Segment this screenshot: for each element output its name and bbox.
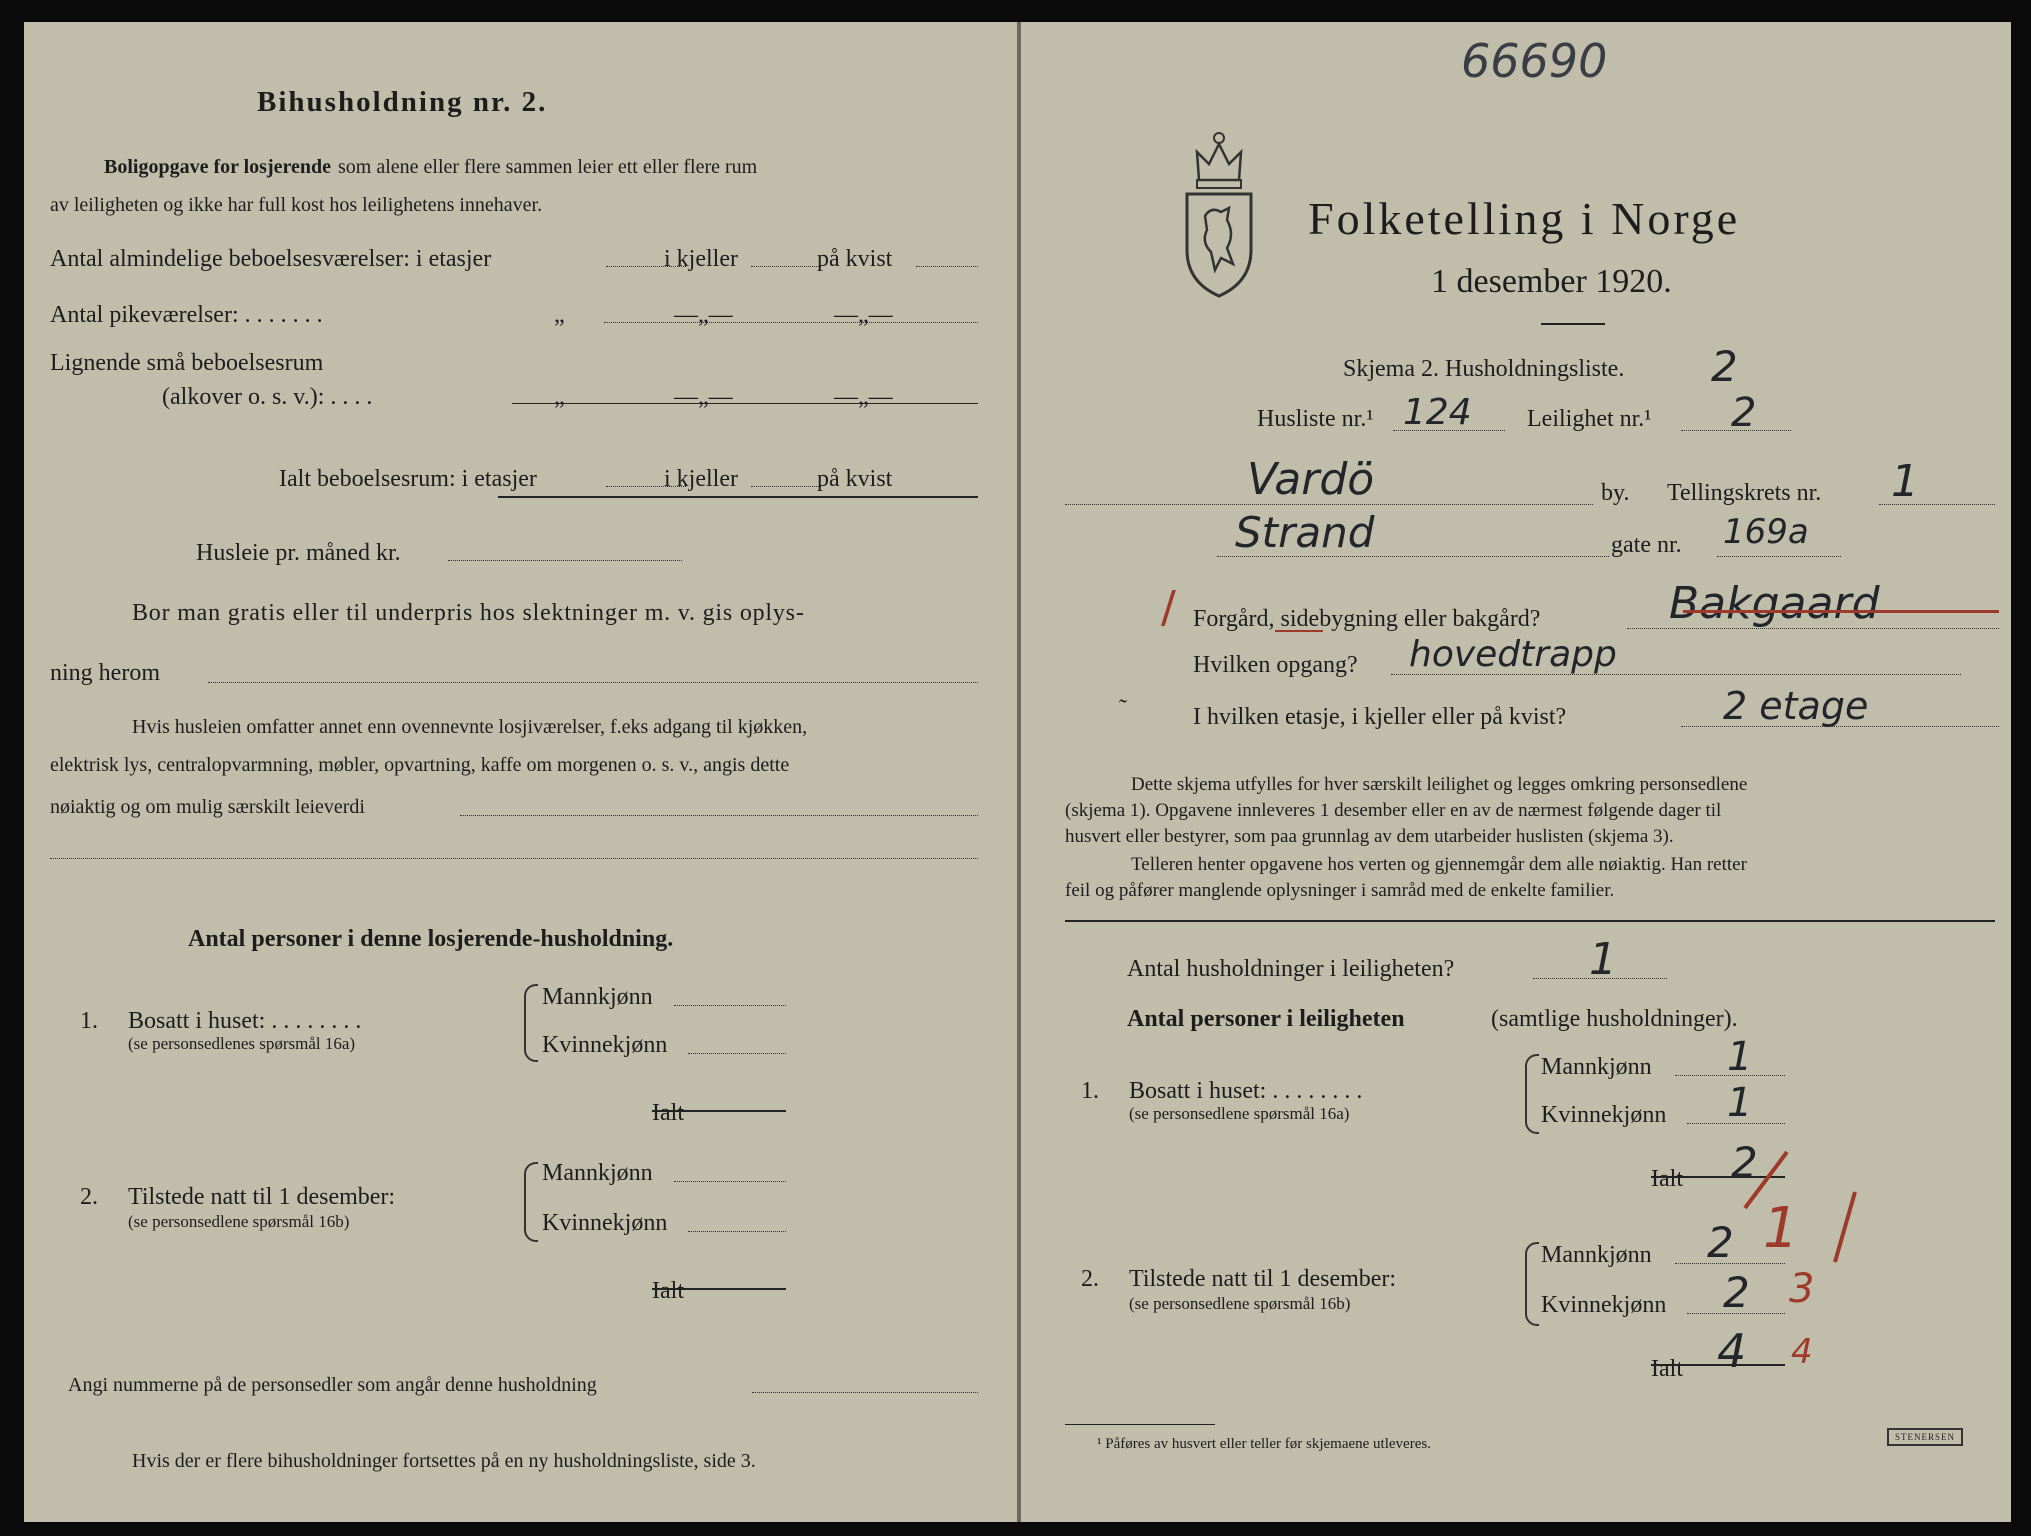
gate-field (1217, 556, 1609, 557)
norway-coat-of-arms-icon (1181, 130, 1257, 302)
gate-nr-field (1717, 556, 1841, 557)
info-line-3: husvert eller bestyrer, som paa grunnlag av dem utarbeider huslisten (skjema 3). (1065, 826, 1674, 847)
leilighet-hw: 2 (1731, 390, 1757, 436)
info-line-2: (skjema 1). Opgavene innleveres 1 desember eller en av de nærmest følgende dager til (1065, 800, 1722, 821)
etasje-hw: 2 etage (1723, 684, 1869, 728)
by-label: by. (1601, 480, 1630, 506)
antal-pers-rest: (samtlige husholdninger). (1491, 1006, 1738, 1032)
r-q2-label: Tilstede natt til 1 desember: (1129, 1266, 1397, 1292)
lignende-ditto-2: —„— (674, 384, 733, 410)
r-q2-mann-red: 1 (1763, 1196, 1799, 1261)
q2-ialt-label: Ialt (652, 1278, 684, 1304)
footnote-rule (1065, 1424, 1215, 1425)
angi-field (752, 1392, 978, 1393)
rooms-kvist-field (916, 266, 978, 267)
r-q2-mann-hw: 2 (1707, 1218, 1734, 1267)
r-q1-number: 1. (1081, 1078, 1099, 1104)
q1-ialt-rule (652, 1110, 786, 1112)
r-q1-kvinne-label: Kvinnekjønn (1541, 1102, 1667, 1128)
r-q2-number: 2. (1081, 1266, 1099, 1292)
forgard-red-mark: / (1161, 582, 1176, 633)
krets-hw: 1 (1891, 456, 1919, 507)
rooms-kjeller-field (751, 266, 821, 267)
r-q1-mann-label: Mannkjønn (1541, 1054, 1652, 1080)
r-q1-label: Bosatt i huset: . . . . . . . . (1129, 1078, 1363, 1104)
lignende-label-1: Lignende små beboelsesrum (50, 350, 324, 376)
r-q2-sub: (se personsedlene spørsmål 16b) (1129, 1294, 1351, 1313)
forgard-red-strike (1683, 610, 1999, 613)
krets-field (1879, 504, 1995, 505)
q2-kvinne-field (688, 1231, 786, 1232)
opgang-label: Hvilken opgang? (1193, 652, 1358, 678)
title-divider (1541, 323, 1605, 325)
forgard-field (1627, 628, 1999, 629)
r-q2-ialt-red: 4 (1791, 1332, 1813, 1372)
etasje-label: I hvilken etasje, i kjeller eller på kvist? (1193, 704, 1567, 730)
hvis-line-3: nøiaktig og om mulig særskilt leieverdi (50, 796, 365, 818)
q2-brace (524, 1162, 538, 1242)
r-q2-kvinne-field (1687, 1313, 1785, 1314)
intro-line-1: som alene eller flere sammen leier ett eller flere rum (338, 156, 758, 178)
forgard-label: Forgård, sidebygning eller bakgård? (1193, 606, 1541, 632)
q1-brace (524, 984, 538, 1062)
rooms-kjeller-label: i kjeller (664, 246, 738, 272)
leilighet-field (1681, 430, 1791, 431)
lignende-field (512, 403, 978, 404)
krets-label: Tellingskrets nr. (1667, 480, 1822, 506)
ialt-kjeller-label: i kjeller (664, 466, 738, 492)
r-q1-kvinne-hw: 1 (1727, 1080, 1753, 1126)
intro-line-2: av leiligheten og ikke har full kost hos leilighetens innehaver. (50, 194, 543, 216)
r-q2-mann-field (1675, 1263, 1785, 1264)
r-q1-ialt-hw: 2 (1731, 1138, 1758, 1187)
hvis-field (460, 815, 978, 816)
husliste-field (1393, 430, 1505, 431)
hvis-line-2: elektrisk lys, centralopvarmning, møbler, opvartning, kaffe om morgenen o. s. v., angis dette (50, 754, 790, 776)
q1-mann-label: Mannkjønn (542, 984, 653, 1010)
bihusholdning-title: Bihusholdning nr. 2. (257, 86, 548, 118)
opgang-hw: hovedtrapp (1409, 634, 1617, 675)
q1-kvinne-label: Kvinnekjønn (542, 1032, 668, 1058)
antal-heading: Antal personer i denne losjerende-husholdning. (188, 926, 674, 952)
q1-number: 1. (80, 1008, 98, 1034)
pike-ditto-3: —„— (834, 302, 893, 328)
r-q1-kvinne-field (1687, 1123, 1785, 1124)
bor-field (208, 682, 978, 683)
printer-mark: STENERSEN (1887, 1428, 1963, 1446)
hvis-line-1: Hvis husleien omfatter annet enn ovennevnte losjiværelser, f.eks adgang til kjøkken, (132, 716, 808, 738)
q1-mann-field (674, 1005, 786, 1006)
by-field (1065, 504, 1593, 505)
q1-kvinne-field (688, 1053, 786, 1054)
gate-label: gate nr. (1611, 532, 1682, 558)
gate-nr-hw: 169a (1723, 512, 1809, 552)
intro-bold: Boligopgave for losjerende (104, 156, 332, 178)
r-q2-kvinne-red: 3 (1789, 1266, 1815, 1312)
antal-hush-label: Antal husholdninger i leiligheten? (1127, 956, 1455, 982)
hvis-field-2 (50, 858, 978, 859)
info-line-5: feil og påfører manglende oplysninger i samråd med de enkelte familier. (1065, 880, 1615, 901)
q2-ialt-rule (652, 1288, 786, 1290)
antal-hush-hw: 1 (1589, 934, 1617, 985)
r-q2-ialt-hw: 4 (1717, 1324, 1747, 1378)
q2-sub: (se personsedlene spørsmål 16b) (128, 1212, 350, 1231)
forgard-red-underline (1275, 630, 1323, 632)
lignende-ditto: „ (554, 384, 565, 410)
bor-line-2: ning herom (50, 660, 160, 686)
lignende-ditto-3: —„— (834, 384, 893, 410)
by-hw: Vardö (1247, 454, 1375, 505)
gate-hw: Strand (1235, 508, 1375, 557)
info-line-4: Telleren henter opgavene hos verten og gjennemgår dem alle nøiaktig. Han retter (1131, 854, 1747, 875)
r-q2-kvinne-hw: 2 (1723, 1268, 1750, 1317)
r-q1-brace (1525, 1054, 1539, 1134)
q2-mann-label: Mannkjønn (542, 1160, 653, 1186)
etasje-field (1681, 726, 1999, 727)
stamp-number: 66690 (1461, 34, 1608, 88)
q1-sub: (se personsedlenes spørsmål 16a) (128, 1034, 356, 1053)
pike-field (604, 322, 978, 323)
r-q2-brace (1525, 1242, 1539, 1326)
ialt-kvist-label: på kvist (817, 466, 893, 492)
r-q1-mann-field (1675, 1075, 1785, 1076)
etasje-mark: ˜ (1119, 696, 1127, 722)
ialt-rooms-label: Ialt beboelsesrum: i etasjer (279, 466, 537, 492)
skjema-number-hw: 2 (1711, 342, 1738, 391)
r-q2-mann-label: Mannkjønn (1541, 1242, 1652, 1268)
opgang-field (1391, 674, 1961, 675)
right-page (1021, 22, 2011, 1522)
ialt-kjeller-field (751, 486, 821, 487)
q2-kvinne-label: Kvinnekjønn (542, 1210, 668, 1236)
pike-ditto: „ (554, 302, 565, 328)
husliste-hw: 124 (1403, 392, 1472, 433)
r-q1-sub: (se personsedlene spørsmål 16a) (1129, 1104, 1350, 1123)
husliste-label: Husliste nr.¹ (1257, 406, 1374, 432)
info-divider (1065, 920, 1995, 922)
q2-label: Tilstede natt til 1 desember: (128, 1184, 396, 1210)
husleie-field (448, 560, 682, 561)
pike-ditto-2: —„— (674, 302, 733, 328)
footnote: ¹ Påføres av husvert eller teller før skjemaene utleveres. (1097, 1436, 1431, 1452)
angi-label: Angi nummerne på de personsedler som angår denne husholdning (68, 1374, 597, 1396)
lignende-label-2: (alkover o. s. v.): . . . . (162, 384, 373, 410)
census-title: Folketelling i Norge (1308, 193, 1741, 244)
q2-number: 2. (80, 1184, 98, 1210)
forgard-hw: Bakgaard (1669, 578, 1880, 629)
q2-mann-field (674, 1181, 786, 1182)
r-q1-ialt-label: Ialt (1651, 1166, 1683, 1192)
r-q2-ialt-label: Ialt (1651, 1356, 1683, 1382)
info-line-1: Dette skjema utfylles for hver særskilt leilighet og legges omkring personsedlene (1131, 774, 1748, 795)
antal-hush-field (1533, 978, 1667, 979)
rooms-kvist-label: på kvist (817, 246, 893, 272)
husleie-label: Husleie pr. måned kr. (196, 540, 401, 566)
left-footer: Hvis der er flere bihusholdninger fortsettes på en ny husholdningsliste, side 3. (132, 1450, 756, 1472)
pike-label: Antal pikeværelser: . . . . . . . (50, 302, 323, 328)
red-tick-mark-icon (1825, 1190, 1861, 1266)
census-date: 1 desember 1920. (1431, 263, 1672, 300)
r-q2-ialt-rule (1651, 1364, 1785, 1366)
bor-line-1: Bor man gratis eller til underpris hos slektninger m. v. gis oplys- (132, 600, 805, 626)
r-q2-kvinne-label: Kvinnekjønn (1541, 1292, 1667, 1318)
rooms-label: Antal almindelige beboelsesværelser: i etasjer (50, 246, 492, 272)
q1-ialt-label: Ialt (652, 1100, 684, 1126)
r-q1-mann-hw: 1 (1727, 1034, 1753, 1080)
q1-label: Bosatt i huset: . . . . . . . . (128, 1008, 362, 1034)
left-page (24, 22, 1017, 1522)
antal-pers-bold: Antal personer i leiligheten (1127, 1006, 1405, 1032)
leilighet-label: Leilighet nr.¹ (1527, 406, 1652, 432)
skjema-label: Skjema 2. Husholdningsliste. (1343, 356, 1625, 382)
ialt-rule (498, 496, 978, 498)
